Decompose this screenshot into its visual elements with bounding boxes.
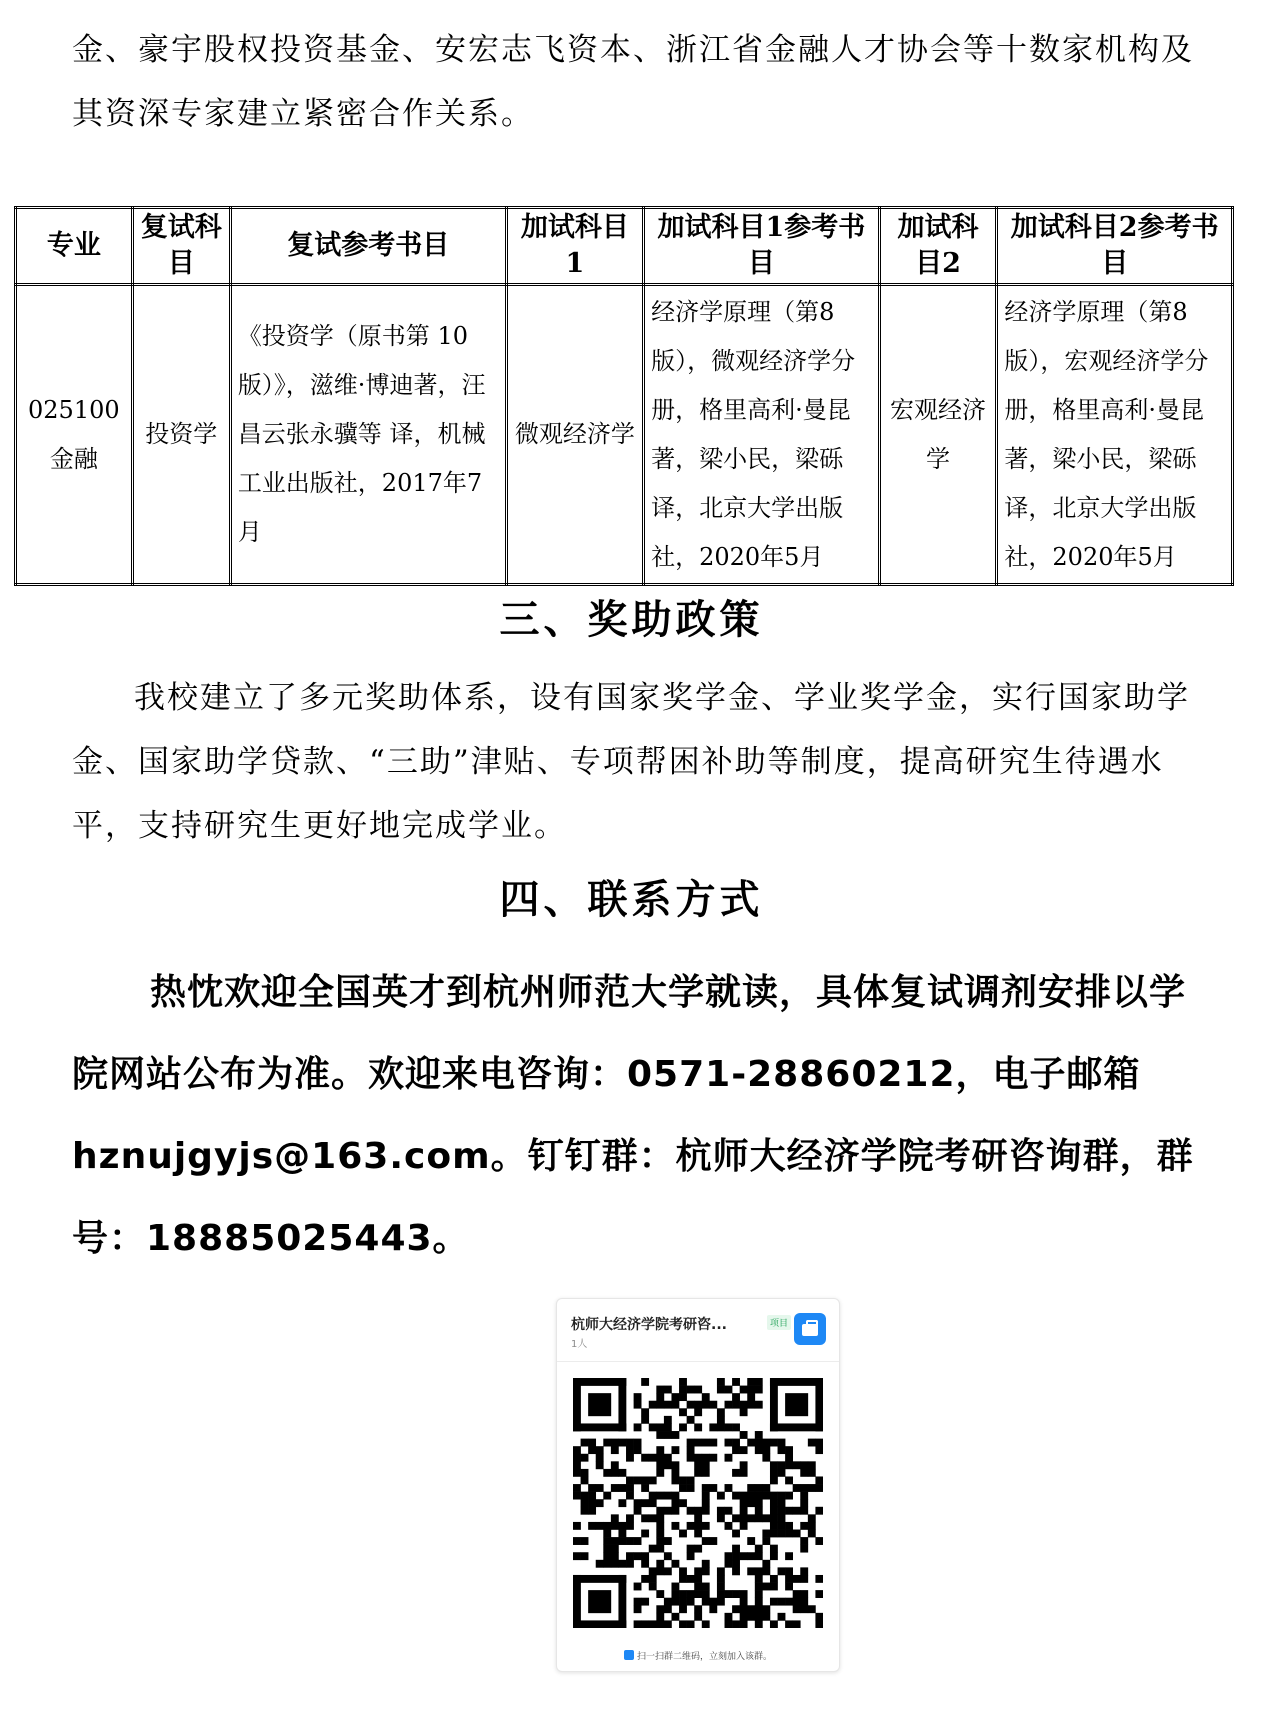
qr-instructions: 扫一扫群二维码，立刻加入该群。 (636, 1652, 772, 1662)
cell-extra-subject-1: 微观经济学 (506, 285, 643, 585)
cell-extra-books-1: 经济学原理（第8版），微观经济学分册，格里高利·曼昆著，梁小民，梁砾译，北京大学出版社，2020年5月 (644, 285, 880, 585)
cell-retest-books: 《投资学（原书第 10版）》，滋维·博迪著，汪昌云张永骥等 译，机械工业出版社，2017年7月 (230, 285, 506, 585)
header-retest-subject: 复试科目 (132, 208, 230, 285)
cell-retest-subject: 投资学 (132, 285, 230, 585)
contact-paragraph: 热忱欢迎全国英才到杭州师范大学就读，具体复试调剂安排以学院网站公布为准。欢迎来电咨询：0571-28860212，电子邮箱 hznujgyjs@163.com。钉钉群：杭师大经济学院考研咨询群，群号：18885025443。 (72, 972, 1194, 1259)
card-divider (557, 1361, 839, 1362)
dingtalk-briefcase-icon (794, 1313, 826, 1345)
header-extra-books-1: 加试科目1参考书目 (644, 208, 880, 285)
header-extra-subject-2: 加试科目2 (879, 208, 997, 285)
group-qr-code[interactable] (573, 1378, 823, 1628)
scholarship-paragraph: 我校建立了多元奖助体系，设有国家奖学金、学业奖学金，实行国家助学金、国家助学贷款、“三助”津贴、专项帮困补助等制度，提高研究生待遇水平，支持研究生更好地完成学业。 (72, 680, 1190, 844)
header-major: 专业 (16, 208, 133, 285)
group-member-count: 1人 (571, 1339, 588, 1350)
cell-extra-subject-2: 宏观经济学 (879, 285, 997, 585)
header-retest-books: 复试参考书目 (230, 208, 506, 285)
dingtalk-logo-icon (624, 1650, 634, 1660)
dingtalk-group-qr-card (556, 1298, 840, 1672)
group-tag-badge: 项目 (767, 1315, 791, 1330)
header-extra-subject-1: 加试科目1 (506, 208, 643, 285)
header-extra-books-2: 加试科目2参考书目 (997, 208, 1233, 285)
section-title-contact: 四、联系方式 (499, 877, 764, 923)
section-title-scholarship: 三、奖助政策 (499, 597, 764, 643)
group-name: 杭师大经济学院考研咨... (571, 1317, 727, 1333)
table-header-row (16, 208, 1233, 285)
reference-books-table (14, 206, 1234, 586)
cell-major: 025100金融 (16, 285, 133, 585)
intro-paragraph: 金、豪宇股权投资基金、安宏志飞资本、浙江省金融人才协会等十数家机构及其资深专家建立紧密合作关系。 (72, 32, 1194, 132)
cell-extra-books-2: 经济学原理（第8版），宏观经济学分册，格里高利·曼昆著，梁小民，梁砾译，北京大学出版社，2020年5月 (997, 285, 1233, 585)
table-row (16, 285, 1233, 585)
